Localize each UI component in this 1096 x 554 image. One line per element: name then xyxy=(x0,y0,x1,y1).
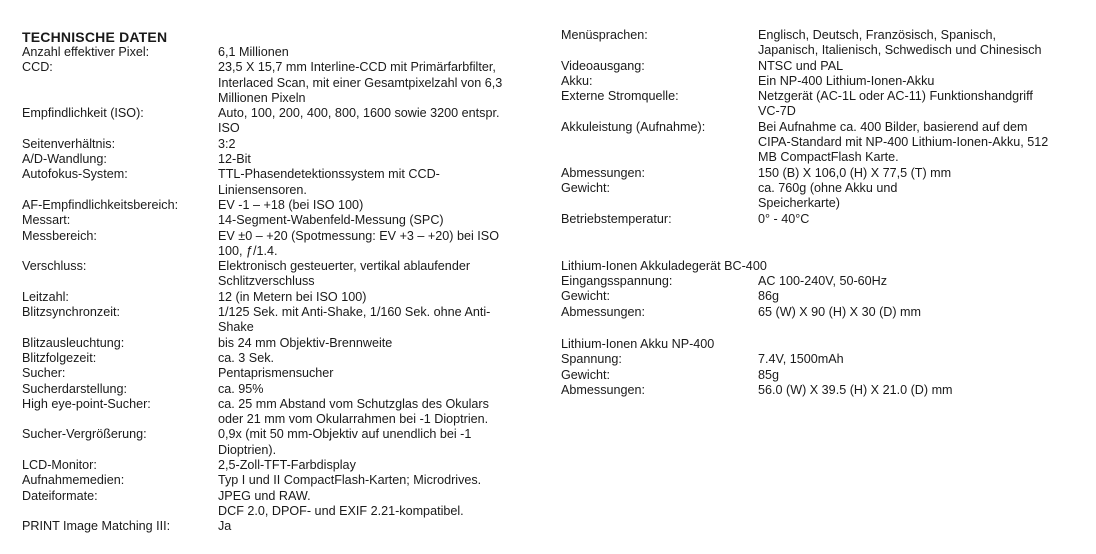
spec-label: Messbereich: xyxy=(22,228,97,243)
spec-label: Eingangsspannung: xyxy=(561,274,673,289)
spec-value: Bei Aufnahme ca. 400 Bilder, basierend auf dem CIPA-Standard mit NP-400 Lithium-Ionen-Akku, 512 MB CompactFlash Karte. xyxy=(758,119,1049,165)
spec-value: 6,1 Millionen xyxy=(218,45,289,59)
spec-row xyxy=(22,504,522,519)
section-spacer xyxy=(561,227,1081,259)
spec-value: 65 (W) X 90 (H) X 30 (D) mm xyxy=(758,304,922,319)
spec-row xyxy=(22,397,522,428)
spec-row xyxy=(561,59,1081,74)
spec-label: Blitzsynchronzeit: xyxy=(22,305,120,320)
spec-row xyxy=(22,519,522,534)
spec-row xyxy=(22,427,522,458)
spec-row xyxy=(22,366,522,381)
spec-label: Akku: xyxy=(561,73,593,88)
spec-value: 2,5-Zoll-TFT-Farbdisplay xyxy=(218,458,356,473)
charger-section-title: Lithium-Ionen Akkuladegerät BC-400 xyxy=(561,258,767,273)
spec-row xyxy=(561,181,1081,212)
spec-label: Blitzfolgezeit: xyxy=(22,350,97,365)
spec-value: Typ I und II CompactFlash-Karten; Microdrives. xyxy=(218,473,482,488)
spec-row xyxy=(561,289,1081,304)
spec-value: ca. 95% xyxy=(218,381,264,396)
spec-row xyxy=(561,368,1081,383)
spec-value: NTSC und PAL xyxy=(758,58,844,73)
spec-label: High eye-point-Sucher: xyxy=(22,396,151,411)
spec-value: JPEG und RAW. xyxy=(218,488,311,503)
spec-row xyxy=(561,352,1081,367)
spec-row xyxy=(22,351,522,366)
spec-row xyxy=(561,74,1081,89)
spec-row xyxy=(22,45,522,60)
spec-row xyxy=(22,305,522,336)
spec-value: 3:2 xyxy=(218,136,236,151)
spec-value: Pentaprismensucher xyxy=(218,366,334,381)
spec-value: ca. 25 mm Abstand vom Schutzglas des Okulars oder 21 mm vom Okularrahmen bei -1 Dioptrien. xyxy=(218,396,489,427)
spec-value: 0° - 40°C xyxy=(758,211,810,226)
spec-row xyxy=(22,489,522,504)
spec-row xyxy=(561,28,1081,59)
spec-row xyxy=(22,198,522,213)
spec-value: EV ±0 – +20 (Spotmessung: EV +3 – +20) bei ISO 100, ƒ/1.4. xyxy=(218,228,499,258)
spec-label: A/D-Wandlung: xyxy=(22,152,107,167)
spec-row xyxy=(561,166,1081,181)
spec-label: Gewicht: xyxy=(561,289,610,304)
spec-value: EV -1 – +18 (bei ISO 100) xyxy=(218,197,364,212)
spec-label: Empfindlichkeit (ISO): xyxy=(22,106,144,121)
spec-row xyxy=(22,152,522,167)
spec-label: Leitzahl: xyxy=(22,289,69,304)
spec-label: Abmessungen: xyxy=(561,304,646,319)
section-spacer xyxy=(561,320,1081,337)
spec-row xyxy=(22,458,522,473)
spec-value: TTL-Phasendetektionssystem mit CCD-Liniensensoren. xyxy=(218,167,440,197)
spec-row xyxy=(22,290,522,305)
spec-label: Anzahl effektiver Pixel: xyxy=(22,45,150,59)
spec-label: Sucher: xyxy=(22,366,66,381)
spec-label: Seitenverhältnis: xyxy=(22,136,116,151)
spec-row xyxy=(561,212,1081,227)
spec-row xyxy=(22,213,522,228)
spec-value: ca. 3 Sek. xyxy=(218,350,275,365)
spec-value: DCF 2.0, DPOF- und EXIF 2.21-kompatibel. xyxy=(218,503,464,518)
spec-label: LCD-Monitor: xyxy=(22,458,97,473)
spec-label: Gewicht: xyxy=(561,180,610,195)
spec-label: PRINT Image Matching III: xyxy=(22,519,171,534)
spec-label: Sucher-Vergrößerung: xyxy=(22,427,147,442)
spec-value: 14-Segment-Wabenfeld-Messung (SPC) xyxy=(218,213,444,228)
spec-label: Betriebstemperatur: xyxy=(561,211,672,226)
spec-label: Messart: xyxy=(22,213,71,228)
spec-row xyxy=(561,89,1081,120)
spec-value: Elektronisch gesteuerter, vertikal ablaufender Schlitzverschluss xyxy=(218,259,471,289)
spec-label: Menüsprachen: xyxy=(561,28,648,42)
spec-label: Dateiformate: xyxy=(22,488,98,503)
spec-row xyxy=(22,382,522,397)
spec-label: Blitzausleuchtung: xyxy=(22,335,125,350)
spec-value: Netzgerät (AC-1L oder AC-11) Funktionshandgriff VC-7D xyxy=(758,89,1033,119)
spec-label: Sucherdarstellung: xyxy=(22,381,128,396)
spec-value: 12 (in Metern bei ISO 100) xyxy=(218,289,367,304)
spec-value: 1/125 Sek. mit Anti-Shake, 1/160 Sek. ohne Anti-Shake xyxy=(218,305,491,335)
spec-label: Autofokus-System: xyxy=(22,167,128,182)
spec-value: bis 24 mm Objektiv-Brennweite xyxy=(218,335,393,350)
spec-label: Videoausgang: xyxy=(561,58,645,73)
spec-value: 150 (B) X 106,0 (H) X 77,5 (T) mm xyxy=(758,165,952,180)
spec-value: 0,9x (mit 50 mm-Objektiv auf unendlich bei -1 Dioptrien). xyxy=(218,427,472,457)
spec-label: Gewicht: xyxy=(561,367,610,382)
spec-value: Ja xyxy=(218,519,232,534)
spec-value: Auto, 100, 200, 400, 800, 1600 sowie 3200 entspr. ISO xyxy=(218,106,500,136)
spec-label: AF-Empfindlichkeitsbereich: xyxy=(22,197,179,212)
spec-label: Abmessungen: xyxy=(561,165,646,180)
spec-value: AC 100-240V, 50-60Hz xyxy=(758,274,888,289)
spec-row xyxy=(22,167,522,198)
spec-row xyxy=(22,106,522,137)
spec-row xyxy=(22,60,522,106)
spec-value: 23,5 X 15,7 mm Interline-CCD mit Primärfarbfilter, Interlaced Scan, mit einer Gesamtpixelzahl von 6,3 Millionen Pixeln xyxy=(218,60,503,105)
spec-row xyxy=(22,259,522,290)
spec-value: 85g xyxy=(758,367,780,382)
spec-row xyxy=(22,336,522,351)
spec-value: Ein NP-400 Lithium-Ionen-Akku xyxy=(758,73,935,88)
spec-row xyxy=(561,383,1081,398)
spec-label: CCD: xyxy=(22,60,53,75)
spec-value: 7.4V, 1500mAh xyxy=(758,352,844,367)
spec-label xyxy=(22,504,218,519)
spec-label: Verschluss: xyxy=(22,259,87,274)
spec-label: Abmessungen: xyxy=(561,382,646,397)
spec-row xyxy=(22,229,522,260)
spec-row xyxy=(22,473,522,488)
right-column xyxy=(561,28,1081,398)
spec-value: 56.0 (W) X 39.5 (H) X 21.0 (D) mm xyxy=(758,382,953,397)
page-title: TECHNISCHE DATEN xyxy=(22,29,168,45)
spec-value: Englisch, Deutsch, Französisch, Spanisch, Japanisch, Italienisch, Schwedisch und Chinesisch xyxy=(758,28,1042,58)
left-column xyxy=(22,29,522,535)
spec-row xyxy=(22,137,522,152)
spec-value: 12-Bit xyxy=(218,152,251,167)
spec-value: 86g xyxy=(758,289,780,304)
spec-label: Externe Stromquelle: xyxy=(561,89,679,104)
spec-label: Spannung: xyxy=(561,352,622,367)
battery-section-title: Lithium-Ionen Akku NP-400 xyxy=(561,337,715,352)
spec-label: Aufnahmemedien: xyxy=(22,473,125,488)
spec-label: Akkuleistung (Aufnahme): xyxy=(561,119,706,134)
spec-row xyxy=(561,120,1081,166)
spec-value: ca. 760g (ohne Akku und Speicherkarte) xyxy=(758,180,898,211)
spec-row xyxy=(561,305,1081,320)
spec-row xyxy=(561,274,1081,289)
